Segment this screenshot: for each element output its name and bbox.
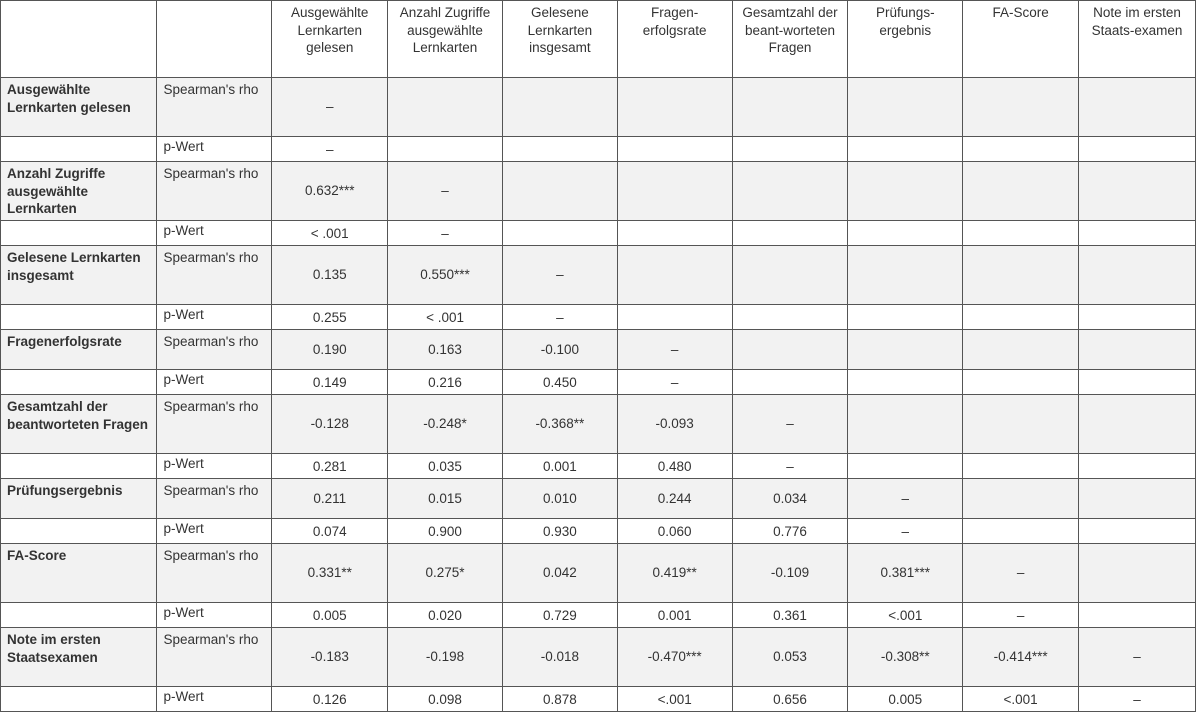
rho-cell: -0.308** [848,628,963,687]
column-header: Note im ersten Staats-examen [1079,1,1196,78]
statistic-label: Spearman's rho [157,330,272,370]
rho-cell [963,330,1079,370]
rho-cell: – [502,246,617,305]
row-label: Gesamtzahl der beantworteten Fragen [1,395,157,454]
rho-cell [502,162,617,221]
rho-cell: – [617,330,732,370]
table-row [1,370,1196,395]
empty-cell [1,221,157,246]
table-row [1,162,1196,221]
rho-cell: 0.010 [502,479,617,519]
rho-cell [848,78,963,137]
statistic-label: Spearman's rho [157,628,272,687]
statistic-label: p-Wert [157,221,272,246]
statistic-label: Spearman's rho [157,479,272,519]
p-value-cell [617,221,732,246]
rho-cell: – [388,162,503,221]
p-value-cell: – [732,454,848,479]
table-row [1,687,1196,712]
statistic-label: p-Wert [157,687,272,712]
p-value-cell [732,221,848,246]
rho-cell: 0.550*** [388,246,503,305]
p-value-cell: <.001 [617,687,732,712]
p-value-cell [848,454,963,479]
p-value-cell: 0.656 [732,687,848,712]
rho-cell: – [732,395,848,454]
p-value-cell [963,519,1079,544]
statistic-label: p-Wert [157,519,272,544]
table-body [1,78,1196,712]
p-value-cell [963,305,1079,330]
statistic-label: p-Wert [157,454,272,479]
rho-cell: -0.100 [502,330,617,370]
p-value-cell [848,137,963,162]
empty-cell [1,370,157,395]
rho-cell: 0.034 [732,479,848,519]
p-value-cell [963,137,1079,162]
row-label: Ausgewählte Lernkarten gelesen [1,78,157,137]
column-header: Fragen-erfolgsrate [617,1,732,78]
rho-cell [502,78,617,137]
table-row [1,137,1196,162]
p-value-cell: 0.878 [502,687,617,712]
table-row [1,544,1196,603]
rho-cell: -0.128 [272,395,388,454]
empty-cell [1,603,157,628]
p-value-cell [1079,603,1196,628]
p-value-cell: – [1079,687,1196,712]
rho-cell: 0.053 [732,628,848,687]
rho-cell [732,246,848,305]
p-value-cell: 0.035 [388,454,503,479]
table-row [1,78,1196,137]
p-value-cell [617,137,732,162]
column-header [1,1,157,78]
p-value-cell [502,137,617,162]
p-value-cell: 0.060 [617,519,732,544]
rho-cell [732,162,848,221]
p-value-cell [963,370,1079,395]
rho-cell: 0.135 [272,246,388,305]
row-label: Gelesene Lernkarten insgesamt [1,246,157,305]
p-value-cell: – [963,603,1079,628]
statistic-label: Spearman's rho [157,78,272,137]
p-value-cell: – [502,305,617,330]
rho-cell [1079,78,1196,137]
p-value-cell: 0.005 [848,687,963,712]
rho-cell: -0.018 [502,628,617,687]
rho-cell [732,78,848,137]
rho-cell: -0.414*** [963,628,1079,687]
statistic-label: p-Wert [157,370,272,395]
p-value-cell: 0.216 [388,370,503,395]
p-value-cell: – [617,370,732,395]
rho-cell [1079,246,1196,305]
p-value-cell [963,221,1079,246]
table-row [1,330,1196,370]
rho-cell: – [848,479,963,519]
column-header: Prüfungs-ergebnis [848,1,963,78]
column-header [157,1,272,78]
empty-cell [1,687,157,712]
rho-cell: -0.368** [502,395,617,454]
p-value-cell: – [848,519,963,544]
column-header: FA-Score [963,1,1079,78]
rho-cell [617,246,732,305]
p-value-cell: 0.005 [272,603,388,628]
p-value-cell: < .001 [272,221,388,246]
statistic-label: p-Wert [157,137,272,162]
empty-cell [1,137,157,162]
p-value-cell: 0.480 [617,454,732,479]
p-value-cell: 0.450 [502,370,617,395]
rho-cell [1079,479,1196,519]
empty-cell [1,519,157,544]
empty-cell [1,305,157,330]
p-value-cell: 0.361 [732,603,848,628]
p-value-cell [502,221,617,246]
p-value-cell: <.001 [848,603,963,628]
p-value-cell: 0.098 [388,687,503,712]
p-value-cell: – [272,137,388,162]
p-value-cell: – [388,221,503,246]
p-value-cell: <.001 [963,687,1079,712]
rho-cell [963,479,1079,519]
rho-cell: -0.198 [388,628,503,687]
p-value-cell [1079,137,1196,162]
row-label: FA-Score [1,544,157,603]
rho-cell: -0.248* [388,395,503,454]
rho-cell: -0.093 [617,395,732,454]
p-value-cell: 0.020 [388,603,503,628]
rho-cell [848,162,963,221]
table-row [1,221,1196,246]
table-row [1,454,1196,479]
p-value-cell [848,221,963,246]
rho-cell: 0.381*** [848,544,963,603]
table-row [1,395,1196,454]
rho-cell: -0.183 [272,628,388,687]
row-label: Anzahl Zugriffe ausgewählte Lernkarten [1,162,157,221]
p-value-cell [617,305,732,330]
rho-cell [1079,330,1196,370]
p-value-cell: 0.729 [502,603,617,628]
p-value-cell: 0.930 [502,519,617,544]
p-value-cell [848,305,963,330]
row-label: Fragenerfolgsrate [1,330,157,370]
rho-cell: 0.015 [388,479,503,519]
statistic-label: Spearman's rho [157,246,272,305]
rho-cell: -0.470*** [617,628,732,687]
header-row [1,1,1196,78]
p-value-cell [1079,370,1196,395]
rho-cell [388,78,503,137]
empty-cell [1,454,157,479]
p-value-cell: 0.776 [732,519,848,544]
rho-cell [848,330,963,370]
column-header: Gesamtzahl der beant-worteten Fragen [732,1,848,78]
rho-cell [617,162,732,221]
p-value-cell [732,305,848,330]
p-value-cell: < .001 [388,305,503,330]
table-row [1,305,1196,330]
statistic-label: Spearman's rho [157,395,272,454]
rho-cell [963,162,1079,221]
p-value-cell [732,137,848,162]
statistic-label: Spearman's rho [157,544,272,603]
row-label: Prüfungsergebnis [1,479,157,519]
p-value-cell [963,454,1079,479]
rho-cell: – [1079,628,1196,687]
table-row [1,246,1196,305]
rho-cell: -0.109 [732,544,848,603]
rho-cell: 0.211 [272,479,388,519]
rho-cell [963,395,1079,454]
p-value-cell [732,370,848,395]
table-row [1,603,1196,628]
p-value-cell: 0.074 [272,519,388,544]
rho-cell [1079,162,1196,221]
rho-cell: 0.331** [272,544,388,603]
p-value-cell [848,370,963,395]
rho-cell: – [963,544,1079,603]
p-value-cell: 0.001 [502,454,617,479]
row-label: Note im ersten Staatsexamen [1,628,157,687]
p-value-cell [1079,305,1196,330]
p-value-cell [1079,454,1196,479]
rho-cell [1079,395,1196,454]
rho-cell [963,246,1079,305]
rho-cell: 0.042 [502,544,617,603]
table-row [1,628,1196,687]
statistic-label: p-Wert [157,603,272,628]
statistic-label: p-Wert [157,305,272,330]
rho-cell: 0.190 [272,330,388,370]
rho-cell [1079,544,1196,603]
p-value-cell [1079,519,1196,544]
rho-cell: 0.163 [388,330,503,370]
column-header: Ausgewählte Lernkarten gelesen [272,1,388,78]
p-value-cell: 0.255 [272,305,388,330]
rho-cell [848,246,963,305]
rho-cell [848,395,963,454]
rho-cell: 0.419** [617,544,732,603]
p-value-cell: 0.126 [272,687,388,712]
statistic-label: Spearman's rho [157,162,272,221]
rho-cell: – [272,78,388,137]
rho-cell: 0.632*** [272,162,388,221]
p-value-cell: 0.900 [388,519,503,544]
rho-cell: 0.275* [388,544,503,603]
table-row [1,519,1196,544]
rho-cell: 0.244 [617,479,732,519]
p-value-cell [388,137,503,162]
p-value-cell: 0.149 [272,370,388,395]
p-value-cell [1079,221,1196,246]
column-header: Anzahl Zugriffe ausgewählte Lernkarten [388,1,503,78]
column-header: Gelesene Lernkarten insgesamt [502,1,617,78]
table-row [1,479,1196,519]
p-value-cell: 0.001 [617,603,732,628]
rho-cell [963,78,1079,137]
rho-cell [732,330,848,370]
rho-cell [617,78,732,137]
p-value-cell: 0.281 [272,454,388,479]
